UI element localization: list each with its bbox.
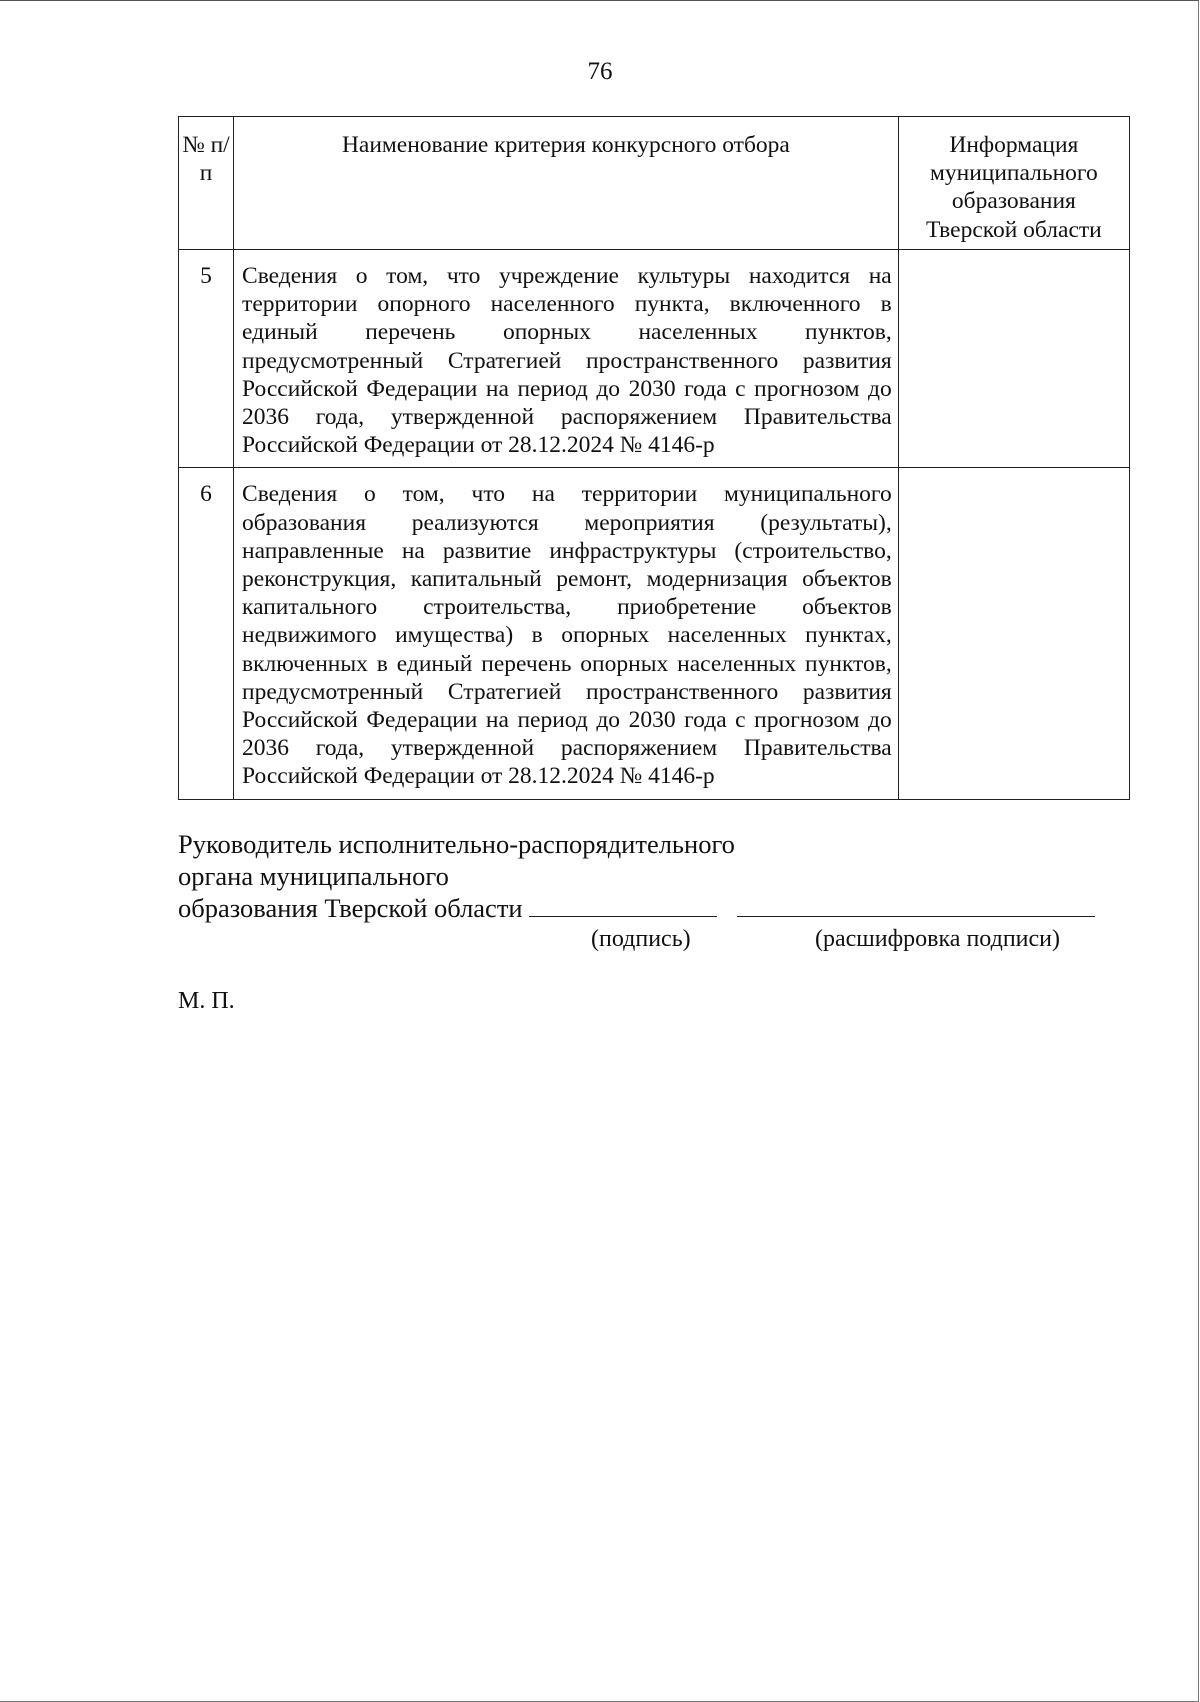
- stamp-place-label: М. П.: [178, 988, 235, 1014]
- signature-title-line-3-text: образования Тверской области: [178, 893, 523, 923]
- row-info-cell: [898, 250, 1129, 468]
- table-header-row: [179, 117, 1130, 250]
- page-number: 76: [587, 58, 613, 85]
- signature-title-line-2: органа муниципального: [178, 861, 449, 891]
- row-criterion-text: Сведения о том, что учреждение культуры находится на территории опорного населенного пункта, включенного в единый перечень опорных населенных пунктов, предусмотренный Стратегией пространственного развития Российской Федерации на период до 2030 года с прогнозом до 2036 года, утвержденной распоряжением Правительства Российской Федерации от 28.12.2024 № 4146-р: [234, 250, 899, 468]
- caption-signature-decoding: (расшифровка подписи): [815, 926, 1060, 952]
- criteria-table: [178, 116, 1130, 800]
- signature-title-line-3: [178, 892, 1130, 924]
- header-criterion-name: Наименование критерия конкурсного отбора: [234, 117, 899, 250]
- caption-signature: (подпись): [591, 926, 691, 952]
- header-number: № п/п: [179, 117, 234, 250]
- row-number: 6: [179, 468, 234, 799]
- table-row: [179, 468, 1130, 799]
- header-municipal-info: Информация муниципального образования Тверской области: [898, 117, 1129, 250]
- signature-decode-blank: [737, 894, 1095, 917]
- row-info-cell: [898, 468, 1129, 799]
- signature-title-line-1: Руководитель исполнительно-распорядительного: [178, 829, 735, 859]
- row-number: 5: [179, 250, 234, 468]
- signature-block: [178, 828, 1130, 924]
- table-row: [179, 250, 1130, 468]
- signature-blank: [529, 894, 717, 917]
- row-criterion-text: Сведения о том, что на территории муниципального образования реализуются мероприятия (результаты), направленные на развитие инфраструктуры (строительство, реконструкция, капитальный ремонт, модернизация объектов капитального строительства, приобретение объектов недвижимого имущества) в опорных населенных пунктах, включенных в единый перечень опорных населенных пунктов, предусмотренный Стратегией пространственного развития Российской Федерации на период до 2030 года с прогнозом до 2036 года, утвержденной распоряжением Правительства Российской Федерации от 28.12.2024 № 4146-р: [234, 468, 899, 799]
